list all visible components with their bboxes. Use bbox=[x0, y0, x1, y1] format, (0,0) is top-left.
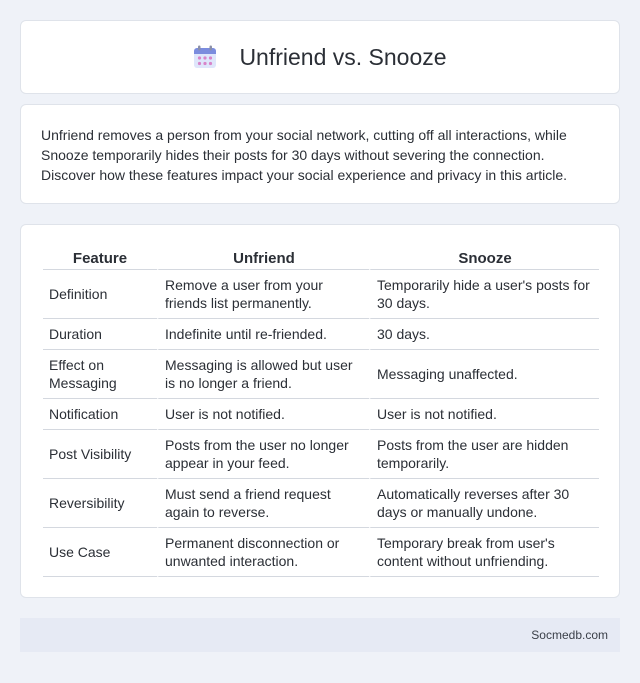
table-row bbox=[43, 270, 599, 319]
snooze-cell: User is not notified. bbox=[369, 399, 599, 430]
feature-cell: Post Visibility bbox=[43, 430, 157, 479]
snooze-cell: Automatically reverses after 30 days or manually undone. bbox=[369, 479, 599, 528]
unfriend-cell: Must send a friend request again to reverse. bbox=[157, 479, 369, 528]
table-row bbox=[43, 528, 599, 577]
header-unfriend: Unfriend bbox=[157, 245, 369, 270]
intro-card bbox=[20, 104, 620, 204]
comparison-table-card bbox=[20, 224, 620, 598]
feature-cell: Duration bbox=[43, 319, 157, 350]
table-row bbox=[43, 350, 599, 399]
footer-site-link[interactable]: Socmedb.com bbox=[531, 628, 608, 642]
intro-paragraph: Unfriend removes a person from your social network, cutting off all interactions, while Snooze temporarily hides their posts for 30 days without severing the connection. Discover how these features impact your social experience and privacy in this article. bbox=[41, 127, 568, 183]
feature-cell: Notification bbox=[43, 399, 157, 430]
unfriend-cell: Indefinite until re-friended. bbox=[157, 319, 369, 350]
snooze-cell: Posts from the user are hidden temporarily. bbox=[369, 430, 599, 479]
table-row bbox=[43, 399, 599, 430]
table-row bbox=[43, 479, 599, 528]
snooze-cell: Messaging unaffected. bbox=[369, 350, 599, 399]
feature-cell: Reversibility bbox=[43, 479, 157, 528]
footer-bar bbox=[20, 618, 620, 652]
unfriend-cell: Messaging is allowed but user is no longer a friend. bbox=[157, 350, 369, 399]
feature-cell: Definition bbox=[43, 270, 157, 319]
header-snooze: Snooze bbox=[369, 245, 599, 270]
unfriend-cell: Remove a user from your friends list permanently. bbox=[157, 270, 369, 319]
table-header-row bbox=[43, 245, 599, 270]
title-card bbox=[20, 20, 620, 94]
snooze-cell: 30 days. bbox=[369, 319, 599, 350]
comparison-table bbox=[43, 245, 599, 577]
header-feature: Feature bbox=[43, 245, 157, 270]
snooze-cell: Temporarily hide a user's posts for 30 days. bbox=[369, 270, 599, 319]
table-row bbox=[43, 430, 599, 479]
calendar-icon bbox=[193, 45, 217, 69]
unfriend-cell: User is not notified. bbox=[157, 399, 369, 430]
feature-cell: Effect on Messaging bbox=[43, 350, 157, 399]
table-row bbox=[43, 319, 599, 350]
unfriend-cell: Posts from the user no longer appear in your feed. bbox=[157, 430, 369, 479]
snooze-cell: Temporary break from user's content without unfriending. bbox=[369, 528, 599, 577]
feature-cell: Use Case bbox=[43, 528, 157, 577]
unfriend-cell: Permanent disconnection or unwanted interaction. bbox=[157, 528, 369, 577]
page-title: Unfriend vs. Snooze bbox=[239, 43, 447, 70]
